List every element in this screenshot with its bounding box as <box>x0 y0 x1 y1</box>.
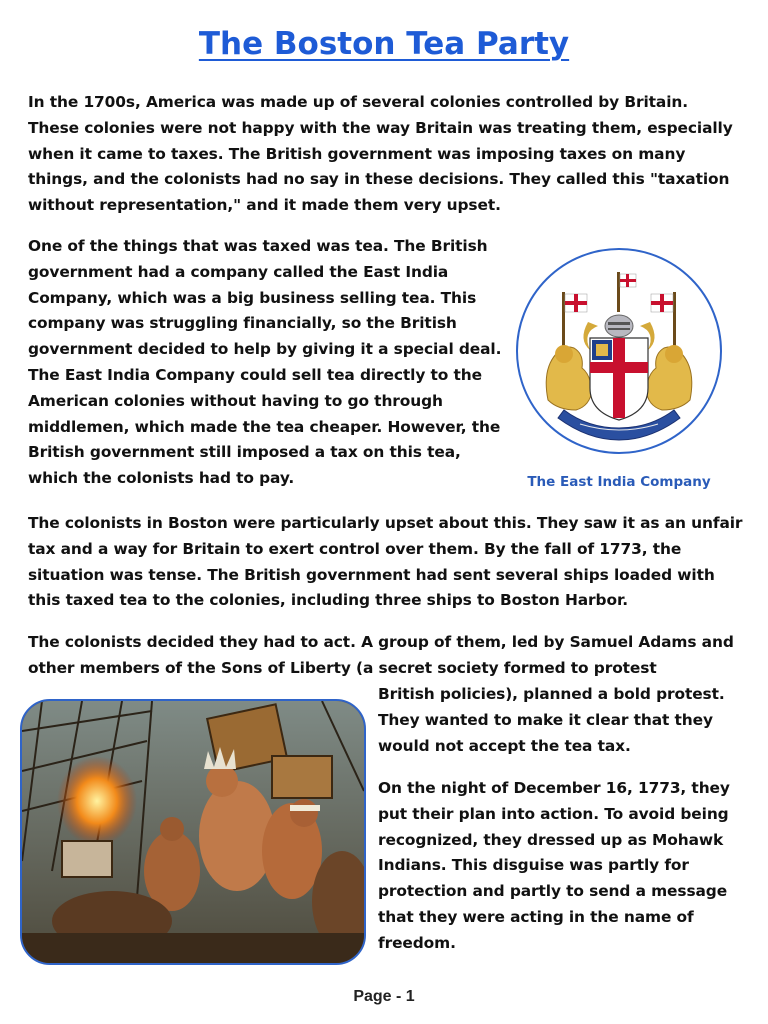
page-number: Page - 1 <box>353 988 415 1005</box>
boston-tea-party-photo <box>20 699 366 965</box>
paragraph-intro: In the 1700s, America was made up of several colonies controlled by Britain. These colonies were not happy with the way Britain was treating them, especially when it came to taxes. The British government was imposing taxes on many things, and the colonists had no say in these decisions. They called this "taxation without representation," and it made them very upset. <box>28 93 733 215</box>
boston-tea-party-painting-icon <box>22 701 364 963</box>
east-india-company-coat-of-arms-icon <box>518 250 720 452</box>
page-title: The Boston Tea Party <box>198 26 570 62</box>
paragraph-colonists-act: The colonists decided they had to act. A group of them, led by Samuel Adams and other members of the Sons of Liberty (a secret society formed to protest <box>28 633 734 677</box>
paragraph-boston-upset: The colonists in Boston were particularly upset about this. They saw it as an unfair tax and a way for Britain to exert control over them. By the fall of 1773, the situation was tense. The British government had sent several ships loaded with this taxed tea to the colonies, including three ships to Boston Harbor. <box>28 514 743 610</box>
paragraph-colonists-act-continued: British policies), planned a bold protest. They wanted to make it clear that they would not accept the tea tax. <box>378 685 725 755</box>
figure-caption: The East India Company <box>527 474 711 490</box>
paragraph-tea-tax: One of the things that was taxed was tea. The British government had a company called the East India Company, which was a big business selling tea. This company was struggling financially, so the British government decided to help by giving it a special deal. The East India Company could sell tea directly to the American colonies without having to go through middlemen, which made the tea cheaper. However, the British government still imposed a tax on this tea, which the colonists had to pay. <box>28 237 502 488</box>
coat-of-arms-figure <box>516 248 722 454</box>
paragraph-night-of-protest: On the night of December 16, 1773, they put their plan into action. To avoid being recognized, they dressed up as Mohawk Indians. This disguise was partly for protection and partly to send a message that they were acting in the name of freedom. <box>378 779 730 952</box>
